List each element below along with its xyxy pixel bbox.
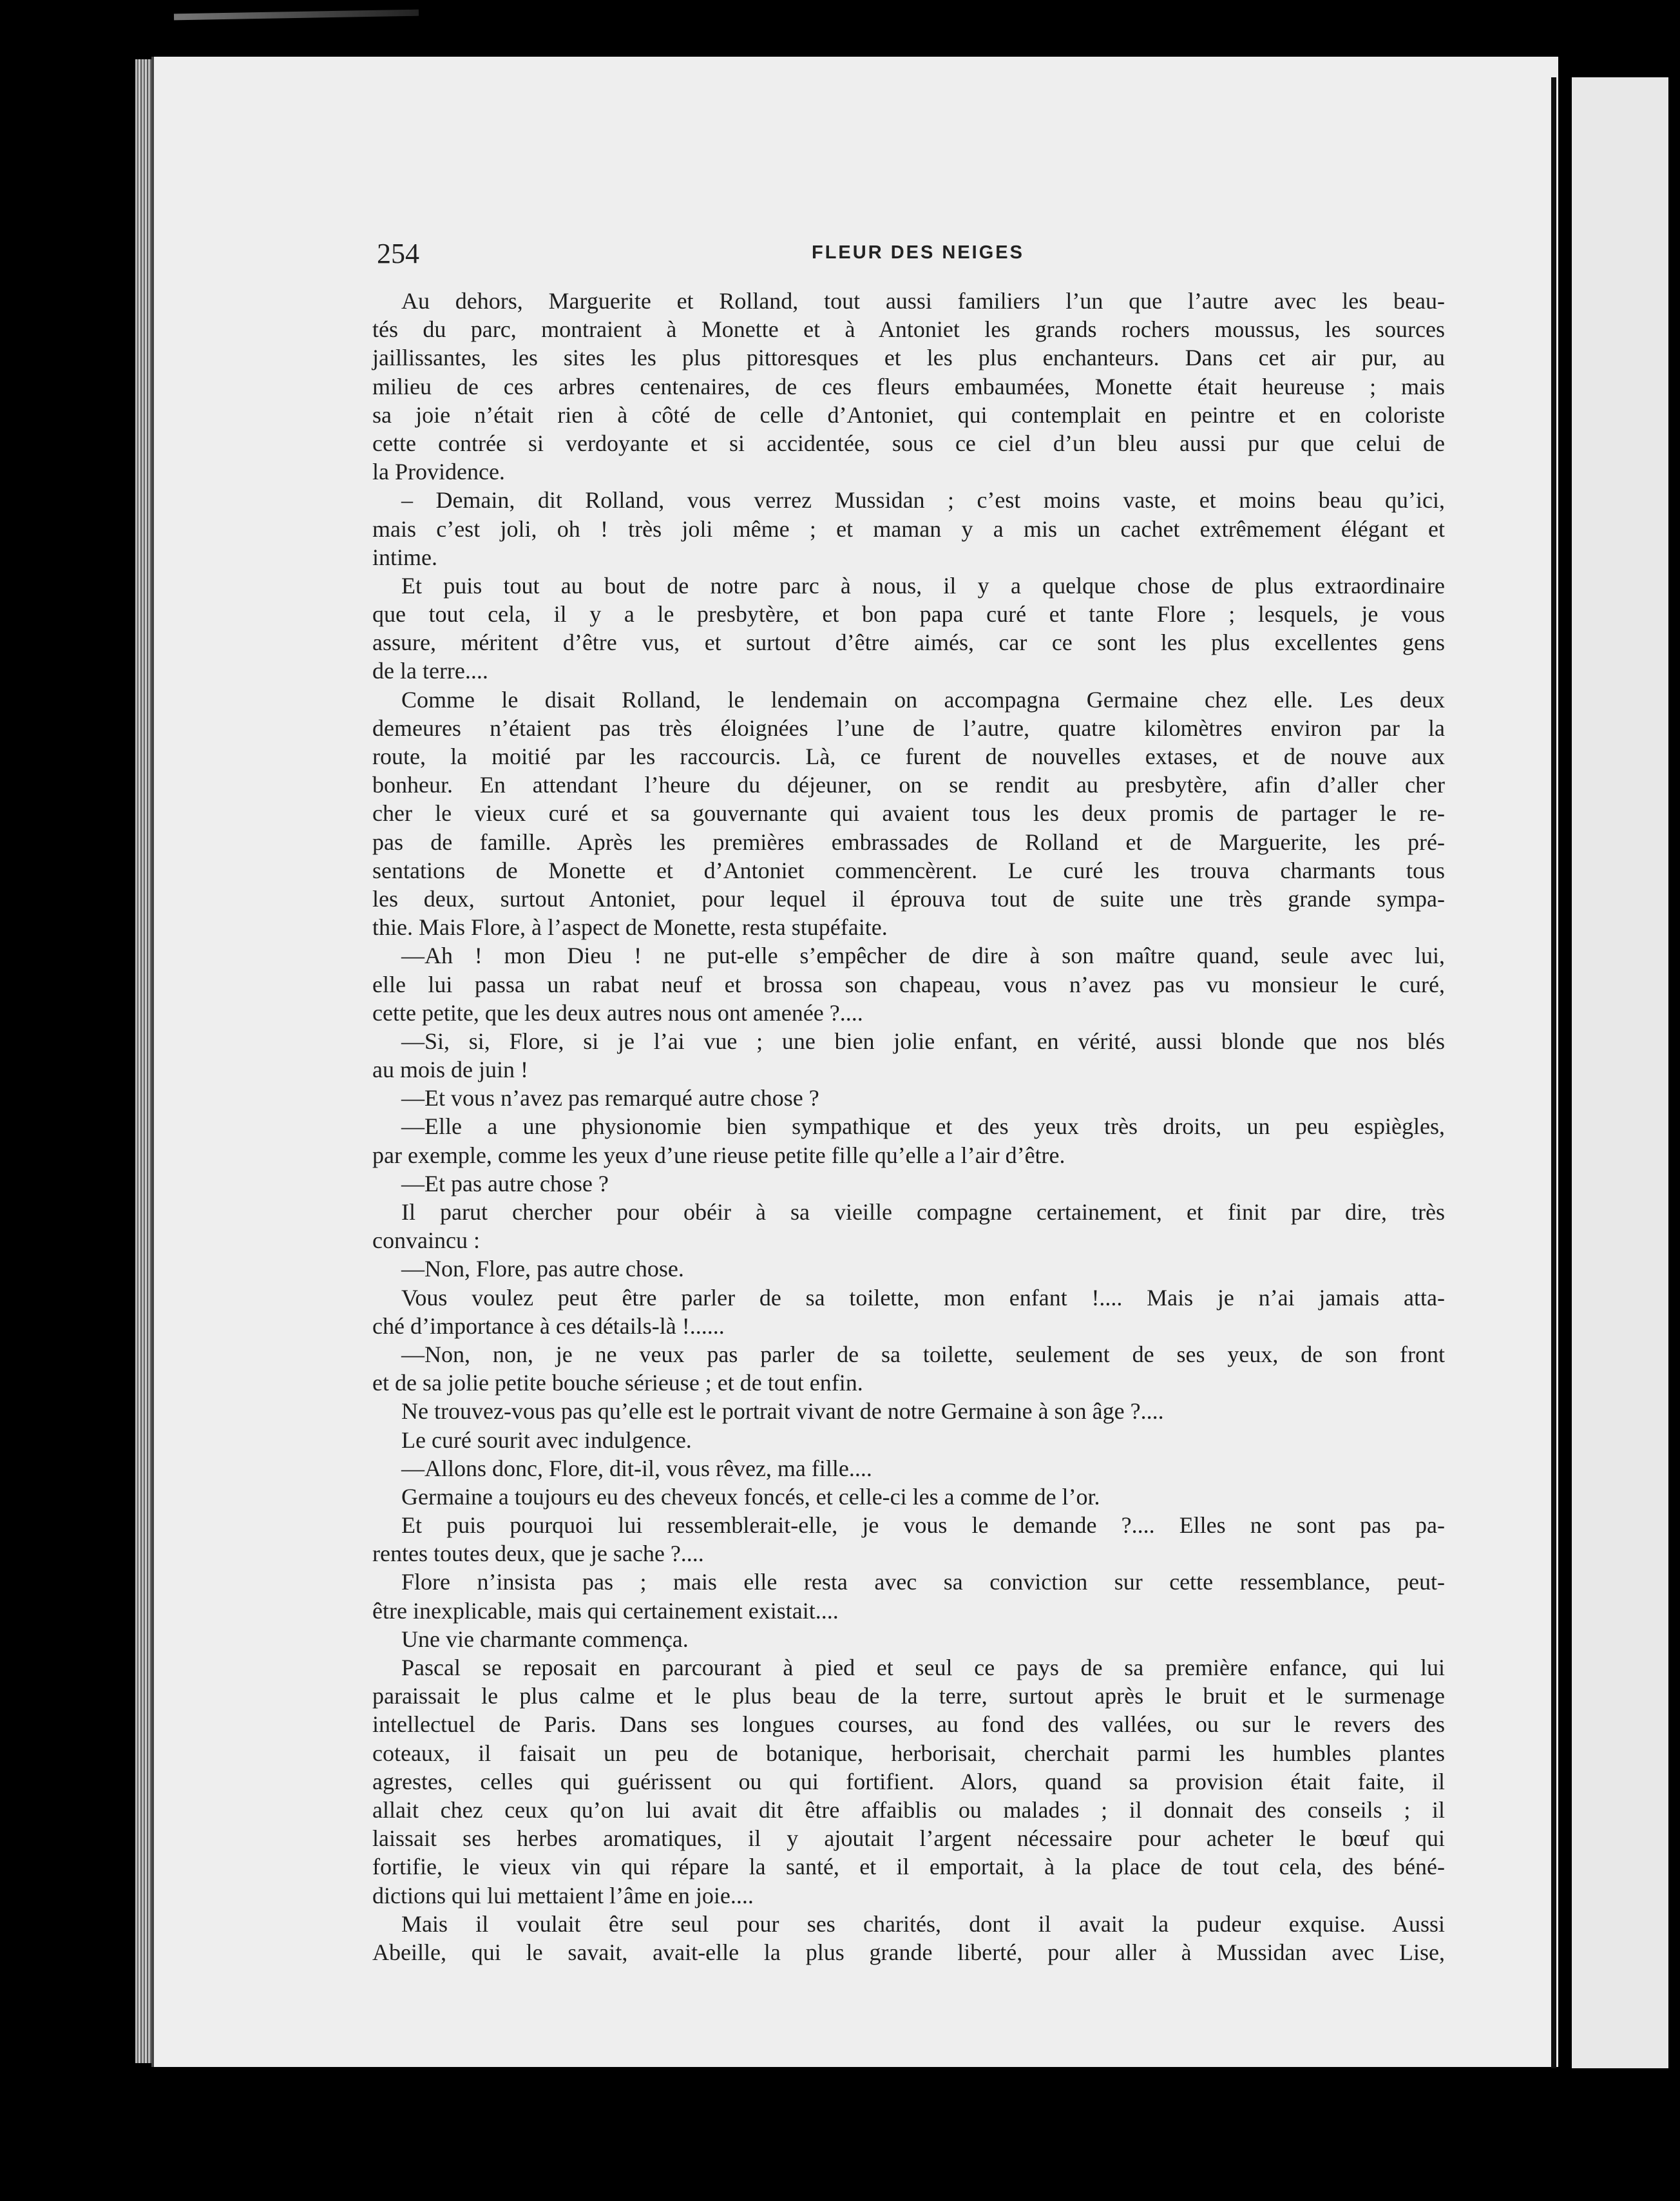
text-line: —Et vous n’avez pas remarqué autre chose ? (401, 1085, 819, 1111)
text-line: dictions qui lui mettaient l’âme en joie.... (372, 1882, 754, 1908)
text-line: Une vie charmante commença. (401, 1626, 689, 1652)
text-line: Abeille, qui le savait, avait-elle la plus grande liberté, pour aller à Mussidan avec Lise, (372, 1939, 1445, 1965)
next-page-edge (1572, 77, 1668, 2068)
text-line: et de sa jolie petite bouche sérieuse ; et de tout enfin. (372, 1370, 863, 1396)
text-line: assure, méritent d’être vus, et surtout d’être aimés, car ce sont les plus excellentes gens (372, 630, 1445, 656)
text-line: la Providence. (372, 459, 505, 485)
text-line: les deux, surtout Antoniet, pour lequel il éprouva tout de suite une très grande sympa- (372, 885, 1445, 912)
text-line: Germaine a toujours eu des cheveux foncés, et celle-ci les a comme de l’or. (401, 1483, 1100, 1510)
text-line: —Allons donc, Flore, dit-il, vous rêvez, ma fille.... (401, 1455, 872, 1481)
text-line: —Et pas autre chose ? (401, 1170, 609, 1197)
text-line: —Non, non, je ne veux pas parler de sa toilette, seulement de ses yeux, de son front (401, 1341, 1445, 1367)
text-line: elle lui passa un rabat neuf et brossa son chapeau, vous n’avez pas vu monsieur le curé, (372, 971, 1445, 997)
text-line: intime. (372, 544, 437, 570)
text-line: agrestes, celles qui guérissent ou qui fortifient. Alors, quand sa provision était faite, il (372, 1768, 1445, 1794)
text-line: par exemple, comme les yeux d’une rieuse petite fille qu’elle a l’air d’être. (372, 1142, 1065, 1168)
text-line: de la terre.... (372, 658, 488, 684)
text-line: tés du parc, montraient à Monette et à Antoniet les grands rochers moussus, les sources (372, 316, 1445, 343)
text-line: convaincu : (372, 1227, 480, 1254)
text-line: fortifie, le vieux vin qui répare la santé, et il emportait, à la place de tout cela, des béné- (372, 1854, 1445, 1880)
text-line: route, la moitié par les raccourcis. Là, ce furent de nouvelles extases, et de nouve aux (372, 744, 1445, 769)
text-line: Mais il voulait être seul pour ses charités, dont il avait la pudeur exquise. Aussi (401, 1910, 1445, 1937)
text-line: Pascal se reposait en parcourant à pied et seul ce pays de sa première enfance, qui lui (401, 1655, 1445, 1680)
page-number: 254 (377, 238, 419, 269)
text-line: paraissait le plus calme et le plus beau de la terre, surtout après le bruit et le surmenage (372, 1683, 1445, 1709)
running-title: FLEUR DES NEIGES (812, 242, 1024, 263)
text-line: Ne trouvez-vous pas qu’elle est le portrait vivant de notre Germaine à son âge ?.... (401, 1398, 1164, 1425)
text-line: Et puis tout au bout de notre parc à nous, il y a quelque chose de plus extraordinaire (401, 572, 1445, 599)
text-line: au mois de juin ! (372, 1057, 528, 1083)
text-line: —Elle a une physionomie bien sympathique et des yeux très droits, un peu espiègles, (401, 1113, 1445, 1140)
text-line: pas de famille. Après les premières embrassades de Rolland et de Marguerite, les pré- (372, 829, 1445, 855)
text-line: cette petite, que les deux autres nous ont amenée ?.... (372, 999, 863, 1026)
text-line: intellectuel de Paris. Dans ses longues courses, au fond des vallées, ou sur le revers des (372, 1711, 1445, 1738)
text-line: ché d’importance à ces détails-là !...... (372, 1312, 725, 1339)
text-line: —Non, Flore, pas autre chose. (401, 1256, 684, 1282)
text-line: sa joie n’était rien à côté de celle d’Antoniet, qui contemplait en peintre et en coloriste (372, 401, 1445, 428)
running-header (377, 237, 1440, 269)
text-line: mais c’est joli, oh ! très joli même ; et maman y a mis un cachet extrêmement élégant et (372, 515, 1445, 542)
text-line: – Demain, dit Rolland, vous verrez Mussidan ; c’est moins vaste, et moins beau qu’ici, (401, 487, 1445, 514)
text-line: cette contrée si verdoyante et si accidentée, sous ce ciel d’un bleu aussi pur que celui de (372, 430, 1445, 456)
text-line: que tout cela, il y a le presbytère, et bon papa curé et tante Flore ; lesquels, je vous (372, 601, 1445, 628)
text-line: Vous voulez peut être parler de sa toilette, mon enfant !.... Mais je n’ai jamais atta- (401, 1284, 1445, 1311)
page-gutter-rule (1551, 77, 1556, 2068)
text-line: cher le vieux curé et sa gouvernante qui avaient tous les deux promis de partager le re- (372, 800, 1445, 827)
text-line: —Ah ! mon Dieu ! ne put-elle s’empêcher de dire à son maître quand, seule avec lui, (401, 943, 1445, 969)
text-line: Au dehors, Marguerite et Rolland, tout aussi familiers l’un que l’autre avec les beau- (401, 288, 1445, 314)
text-line: —Si, si, Flore, si je l’ai vue ; une bien jolie enfant, en vérité, aussi blonde que nos blés (401, 1028, 1445, 1054)
text-line: laissait ses herbes aromatiques, il y ajoutait l’argent nécessaire pour acheter le bœuf qui (372, 1825, 1445, 1852)
text-line: Il parut chercher pour obéir à sa vieille compagne certainement, et finit par dire, très (401, 1199, 1445, 1225)
text-line: Comme le disait Rolland, le lendemain on accompagna Germaine chez elle. Les deux (401, 686, 1445, 713)
body-text (372, 287, 1445, 1966)
text-line: coteaux, il faisait un peu de botanique, herborisait, cherchait parmi les humbles plantes (372, 1740, 1445, 1766)
scan-border-top (167, 0, 1680, 45)
text-line: milieu de ces arbres centenaires, de ces fleurs embaumées, Monette était heureuse ; mais (372, 373, 1445, 399)
text-line: thie. Mais Flore, à l’aspect de Monette, resta stupéfaite. (372, 914, 888, 941)
text-line: demeures n’étaient pas très éloignées l’une de l’autre, quatre kilomètres environ par la (372, 715, 1445, 741)
text-line: allait chez ceux qu’on lui avait dit être affaiblis ou malades ; il donnait des conseils ; il (372, 1796, 1445, 1823)
text-line: Flore n’insista pas ; mais elle resta avec sa conviction sur cette ressemblance, peut- (401, 1569, 1445, 1595)
text-line: bonheur. En attendant l’heure du déjeuner, on se rendit au presbytère, afin d’aller cher (372, 772, 1445, 798)
text-line: Et puis pourquoi lui ressemblerait-elle, je vous le demande ?.... Elles ne sont pas pa- (401, 1512, 1445, 1539)
text-line: Le curé sourit avec indulgence. (401, 1427, 692, 1453)
text-line: sentations de Monette et d’Antoniet commencèrent. Le curé les trouva charmants tous (372, 857, 1445, 883)
text-line: être inexplicable, mais qui certainement existait.... (372, 1597, 839, 1624)
text-line: jaillissantes, les sites les plus pittoresques et les plus enchanteurs. Dans cet air pur, au (372, 345, 1445, 371)
text-line: rentes toutes deux, que je sache ?.... (372, 1541, 704, 1567)
